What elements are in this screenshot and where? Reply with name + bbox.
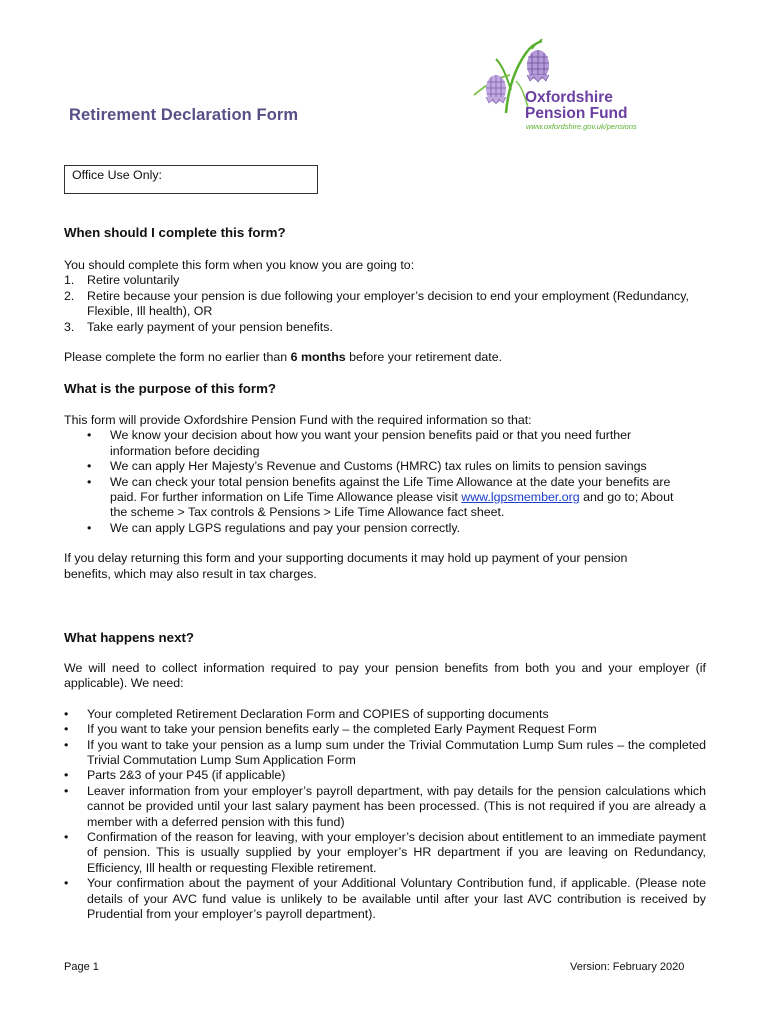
list-item: 1. Retire voluntarily (64, 273, 180, 288)
bullet-icon: • (87, 474, 92, 489)
office-use-label: Office Use Only: (72, 168, 162, 182)
list-item: • We can check your total pension benefits against the Life Time Allowance at the date your benefits are paid. For further information on Life Time Allowance please visit www.lgpsmember.org and go to; About the scheme > Tax controls & Pensions > Life Time Allowance fact sheet. (87, 474, 674, 520)
office-use-box (64, 165, 318, 194)
bullet-icon: • (64, 706, 69, 721)
list-item: 3. Take early payment of your pension benefits. (64, 319, 333, 334)
list-item: • Leaver information from your employer’s payroll department, with pay details for the pension calculations which cannot be provided until your last salary payment has been processed. (This is not required if you are already a member with a deferred pension with this fund) (64, 783, 706, 829)
bullet-icon: • (64, 830, 69, 845)
list-item: • We know your decision about how you want your pension benefits paid or that you need further information before deciding (87, 428, 632, 458)
bullet-icon: • (87, 428, 92, 443)
delay-warning: If you delay returning this form and your supporting documents it may hold up payment of your pension benefits, which may also result in tax charges. (64, 551, 628, 581)
bullet-icon: • (64, 737, 69, 752)
bullet-icon: • (87, 459, 92, 474)
list-item: 2. Retire because your pension is due following your employer’s decision to end your employment (Redundancy, Flexible, Ill health), OR (64, 288, 689, 319)
list-item: • If you want to take your pension as a lump sum under the Trivial Commutation Lump Sum rules – the completed Trivial Commutation Lump Sum Application Form (64, 737, 706, 768)
pension-fund-logo (466, 35, 656, 135)
section-heading-purpose: What is the purpose of this form? (64, 381, 277, 396)
section-next-body (64, 661, 706, 923)
page-title: Retirement Declaration Form (69, 106, 299, 124)
bullet-icon: • (64, 876, 69, 891)
list-item: • We can apply Her Majesty’s Revenue and Customs (HMRC) tax rules on limits to pension savings (87, 459, 647, 474)
bullet-icon: • (87, 520, 92, 535)
list-item: • Confirmation of the reason for leaving, with your employer’s decision about entitlement to an immediate payment of pension. This is usually supplied by your employer’s HR department if you are leaving on Redundancy, Efficiency, Ill health or requesting Flexible retirement. (64, 830, 706, 875)
logo-name: Oxfordshire Pension Fund (525, 89, 628, 122)
list-item: • Parts 2&3 of your P45 (if applicable) (64, 768, 286, 783)
list-item: • Your confirmation about the payment of your Additional Voluntary Contribution fund, if applicable. (Please note details of your AVC fund value is unlikely to be available until after your last AVC contribution is received by Prudential from your employer’s payroll department). (64, 876, 706, 922)
page-number: Page 1 (64, 961, 99, 973)
section-purpose-body (64, 413, 706, 582)
list-item: • Your completed Retirement Declaration Form and COPIES of supporting documents (64, 706, 549, 721)
bullet-icon: • (64, 783, 69, 798)
section-when-body (64, 258, 706, 365)
list-item: • If you want to take your pension benefits early – the completed Early Payment Request Form (64, 722, 597, 737)
section-next-intro: We will need to collect information required to pay your pension benefits from both you and your employer (if applicable). We need: (64, 661, 706, 691)
section-heading-next: What happens next? (64, 630, 195, 645)
bullet-icon: • (64, 768, 69, 783)
lgps-member-link[interactable]: www.lgpsmember.org (461, 490, 580, 505)
section-when-intro: You should complete this form when you know you are going to: (64, 258, 415, 272)
timing-note: Please complete the form no earlier than 6 months before your retirement date. (64, 350, 503, 365)
version-label: Version: February 2020 (570, 961, 685, 973)
list-item: • We can apply LGPS regulations and pay your pension correctly. (87, 520, 461, 535)
section-purpose-intro: This form will provide Oxfordshire Pension Fund with the required information so that: (64, 413, 532, 427)
logo-url: www.oxfordshire.gov.uk/pensions (526, 122, 637, 131)
bullet-icon: • (64, 722, 69, 737)
section-heading-when: When should I complete this form? (64, 225, 286, 240)
